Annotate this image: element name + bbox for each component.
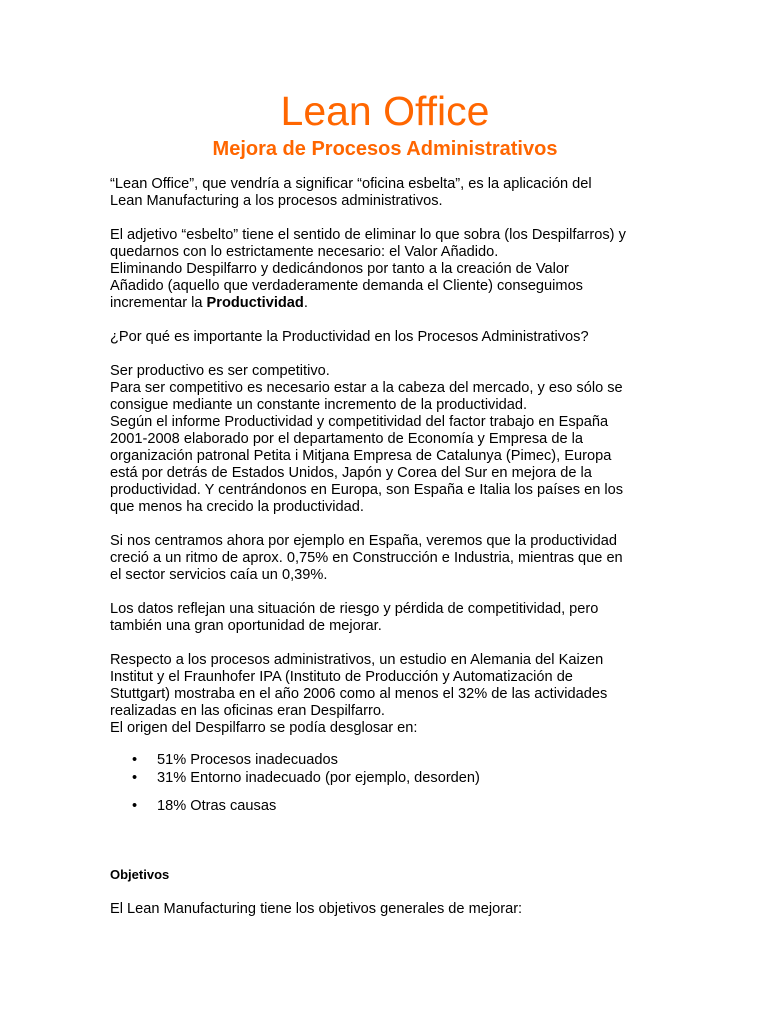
competitivo-line: Ser productivo es ser competitivo. [110, 363, 330, 379]
adjetivo-line: El adjetivo “esbelto” tiene el sentido de eliminar lo que sobra (los Despilfarros) y [110, 227, 626, 243]
list-item-text: 18% Otras causas [157, 798, 277, 814]
intro-line: “Lean Office”, que vendría a significar “oficina esbelta”, es la aplicación del [110, 176, 592, 192]
espana-line: el sector servicios caía un 0,39%. [110, 567, 328, 583]
waste-breakdown-list [110, 751, 660, 815]
riesgo-paragraph [110, 601, 660, 635]
objetivos-paragraph: El Lean Manufacturing tiene los objetivos generales de mejorar: [110, 901, 523, 917]
adjetivo-paragraph [110, 227, 660, 312]
document-subtitle: Mejora de Procesos Administrativos [212, 138, 558, 160]
competitivo-line: está por detrás de Estados Unidos, Japón y Corea del Sur en mejora de la [110, 465, 592, 481]
estudio-paragraph [110, 652, 660, 737]
adjetivo-line: Añadido (aquello que verdaderamente demanda el Cliente) conseguimos [110, 278, 583, 294]
intro-line: Lean Manufacturing a los procesos administrativos. [110, 193, 443, 209]
adjetivo-line-suffix: . [303, 295, 308, 311]
list-item [110, 751, 660, 769]
list-item-text: 51% Procesos inadecuados [157, 752, 338, 768]
competitivo-line: 2001-2008 elaborado por el departamento de Economía y Empresa de la [110, 431, 583, 447]
competitivo-line: Según el informe Productividad y competitividad del factor trabajo en España [110, 414, 609, 430]
question-paragraph: ¿Por qué es importante la Productividad en los Procesos Administrativos? [110, 329, 589, 345]
competitivo-line: productividad. Y centrándonos en Europa, son España e Italia los países en los [110, 482, 624, 498]
competitivo-line: Para ser competitivo es necesario estar a la cabeza del mercado, y eso sólo se [110, 380, 623, 396]
intro-paragraph [110, 176, 660, 210]
competitivo-line: consigue mediante un constante incremento de la productividad. [110, 397, 527, 413]
adjetivo-line-prefix: incrementar la [110, 295, 207, 311]
estudio-line: realizadas en las oficinas eran Despilfarro. [110, 703, 385, 719]
competitivo-line: organización patronal Petita i Mitjana Empresa de Catalunya (Pimec), Europa [110, 448, 612, 464]
document-title: Lean Office [280, 88, 490, 134]
adjetivo-line: quedarnos con lo estrictamente necesario: el Valor Añadido. [110, 244, 499, 260]
estudio-line: Respecto a los procesos administrativos, un estudio en Alemania del Kaizen [110, 652, 604, 668]
estudio-line: Stuttgart) mostraba en el año 2006 como al menos el 32% de las actividades [110, 686, 608, 702]
estudio-line: Institut y el Fraunhofer IPA (Instituto de Producción y Automatización de [110, 669, 573, 685]
bullet-icon: • [132, 752, 138, 768]
espana-paragraph [110, 533, 660, 584]
productividad-keyword: Productividad [206, 295, 304, 311]
list-item [110, 769, 660, 787]
espana-line: creció a un ritmo de aprox. 0,75% en Construcción e Industria, mientras que en [110, 550, 623, 566]
espana-line: Si nos centramos ahora por ejemplo en España, veremos que la productividad [110, 533, 618, 549]
list-item [110, 797, 660, 815]
bullet-icon: • [132, 770, 138, 786]
competitivo-paragraph [110, 363, 660, 516]
riesgo-line: Los datos reflejan una situación de riesgo y pérdida de competitividad, pero [110, 601, 599, 617]
competitivo-line: que menos ha crecido la productividad. [110, 499, 364, 515]
estudio-line: El origen del Despilfarro se podía desglosar en: [110, 720, 418, 736]
riesgo-line: también una gran oportunidad de mejorar. [110, 618, 382, 634]
adjetivo-line: Eliminando Despilfarro y dedicándonos por tanto a la creación de Valor [110, 261, 569, 277]
list-item-text: 31% Entorno inadecuado (por ejemplo, desorden) [157, 770, 480, 786]
bullet-icon: • [132, 798, 138, 814]
document-page [110, 86, 660, 918]
objetivos-heading: Objetivos [110, 867, 170, 882]
